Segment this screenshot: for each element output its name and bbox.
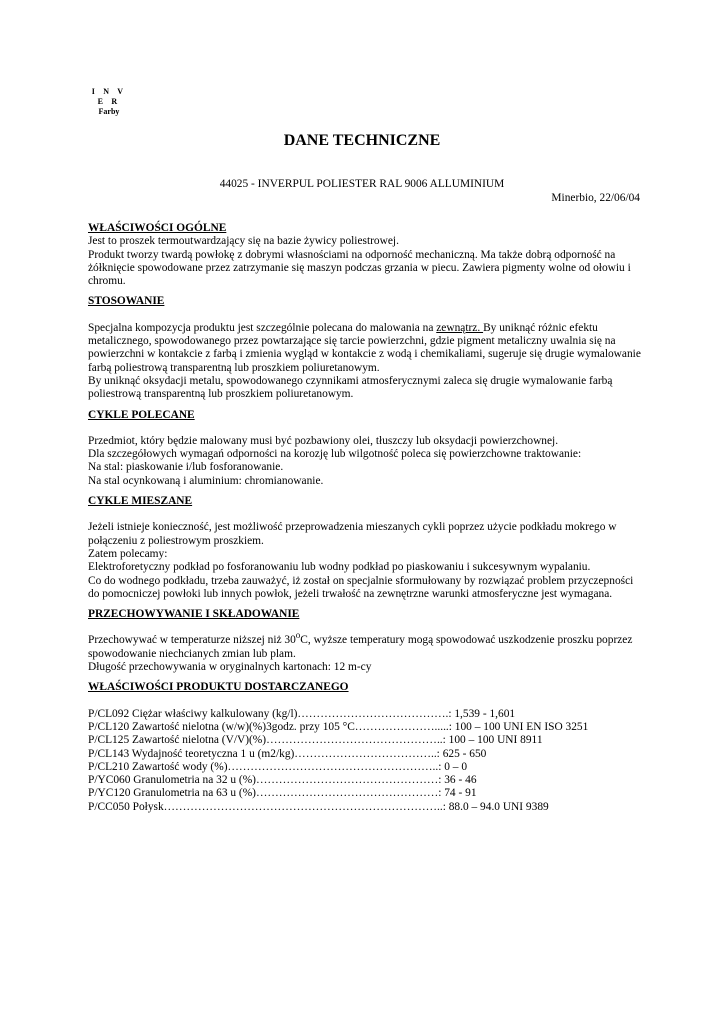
cycles-paragraph-1: Przedmiot, który będzie malowany musi być pozbawiony olei, tłuszczy lub oksydacji powierzchownej.	[88, 434, 559, 447]
logo-name: I N V E R	[91, 87, 127, 106]
property-row: P/CL125 Zawartość nielotna (V/V)(%)………………………………………..: 100 – 100 UNI 8911	[88, 734, 543, 747]
cycles-paragraph-3: Na stal: piaskowanie i/lub fosforanowanie.	[88, 461, 284, 474]
property-row: P/CL143 Wydajność teoretyczna 1 u (m2/kg)………………………………..: 625 - 650	[88, 747, 487, 760]
section-heading-properties: WŁAŚCIWOŚCI PRODUKTU DOSTARCZANEGO	[88, 681, 349, 694]
document-title: DANE TECHNICZNE	[283, 132, 441, 149]
properties-list	[88, 708, 643, 814]
cycles-paragraph-4: Na stal ocynkowaną i aluminium: chromianowanie.	[88, 474, 324, 487]
property-row: P/CL210 Zawartość wody (%)………………………………………………..: 0 – 0	[88, 760, 468, 773]
logo-subtitle: Farby	[98, 107, 120, 116]
mixed-paragraph-4: Co do wodnego podkładu, trzeba zauważyć, iż został on specjalnie sformułowany by rozwiązać problem przyczepności do pomocniczej powłoki lub innych powłok, jeżeli trwałość na zewnętrzne warunki atmosferyczne jest wymagana.	[88, 574, 634, 600]
mixed-paragraph-3: Elektroforetyczny podkład po fosforanowaniu lub wodny podkład po piaskowaniu i sukcesywnym wypalaniu.	[88, 561, 591, 574]
section-heading-usage: STOSOWANIE	[88, 295, 165, 308]
product-line: 44025 - INVERPUL POLIESTER RAL 9006 ALLUMINIUM	[219, 178, 505, 190]
general-paragraph-1: Jest to proszek termoutwardzający się na bazie żywicy poliestrowej.	[88, 235, 399, 248]
degree-symbol: o	[295, 630, 301, 641]
storage-text-after: C, wyższe temperatury mogą spowodować uszkodzenie proszku poprzez spowodowanie niechcianych zmian lub plam.	[88, 634, 633, 660]
property-row: P/CL120 Zawartość nielotna (w/w)(%)3godz. przy 105 °C………………….....: 100 – 100 UNI EN ISO 3251	[88, 720, 589, 733]
storage-paragraph-2: Długość przechowywania w oryginalnych kartonach: 12 m-cy	[88, 661, 372, 674]
section-heading-mixed: CYKLE MIESZANE	[88, 495, 193, 508]
mixed-paragraph-1: Jeżeli istnieje konieczność, jest możliwość przeprowadzenia mieszanych cykli poprzez użycie podkładu mokrego w połączeniu z poliestrowym proszkiem.	[88, 521, 617, 547]
usage-paragraph-2: By uniknąć oksydacji metalu, spowodowanego czynnikami atmosferycznymi zaleca się drugie wymalowanie farbą poliestrową transparentną lub proszkiem poliuretanowym.	[88, 374, 613, 401]
usage-paragraph-1	[88, 322, 643, 375]
storage-text-before: Przechowywać w temperaturze niższej niż 30	[88, 634, 296, 647]
usage-text-underlined: zewnątrz.	[436, 321, 484, 334]
mixed-paragraph-2: Zatem polecamy:	[88, 547, 168, 560]
section-heading-storage: PRZECHOWYWANIE I SKŁADOWANIE	[88, 608, 300, 621]
company-logo	[88, 87, 130, 117]
property-row: P/CL092 Ciężar właściwy kalkulowany (kg/l)………………………………….: 1,539 - 1,601	[88, 707, 516, 720]
property-row: P/YC060 Granulometria na 32 u (%)…………………………………………: 36 - 46	[88, 774, 477, 787]
usage-text-before: Specjalna kompozycja produktu jest szczególnie polecana do malowania na	[88, 321, 437, 334]
section-heading-general: WŁAŚCIWOŚCI OGÓLNE	[88, 222, 227, 234]
document-body	[88, 222, 643, 814]
cycles-paragraph-2: Dla szczegółowych wymagań odporności na korozję lub wilgotność poleca się powierzchowne traktowanie:	[88, 448, 582, 461]
section-heading-cycles: CYKLE POLECANE	[88, 408, 195, 421]
storage-paragraph-1	[88, 630, 643, 661]
place-date: Minerbio, 22/06/04	[551, 192, 640, 204]
property-row: P/YC120 Granulometria na 63 u (%)…………………………………………: 74 - 91	[88, 787, 477, 800]
general-paragraph-2: Produkt tworzy twardą powłokę z dobrymi własnościami na odporność mechaniczną. Ma także dobrą odporność na żółknięcie spowodowane przez zatrzymanie się maszyn podczas grzania w piecu. Zawiera pigmenty wolne od ołowiu i chromu.	[88, 248, 631, 288]
property-row: P/CC050 Połysk………………………………………………………………..: 88.0 – 94.0 UNI 9389	[88, 800, 549, 813]
usage-text-after: By uniknąć różnic efektu metalicznego, spowodowanego przez powtarzające się tarcie powierzchni, gdzie pigment metaliczny uwalnia się na powierzchni w kontakcie z farbą i zmienia wygląd w kontakcie z wodą i chemikaliami, sugeruje się drugie wymalowanie farbą poliestrową transparentną lub proszkiem poliuretanowym.	[88, 321, 641, 374]
